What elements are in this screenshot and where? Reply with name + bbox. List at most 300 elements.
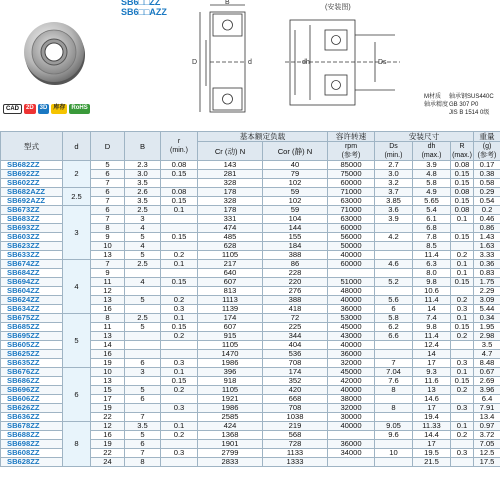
part-code[interactable]: SB678ZZ [1,422,63,431]
series-code: SB6□□AZZ [121,7,167,17]
rpm-cell: 60000 [328,179,375,188]
series-codes [121,0,167,17]
rpm-cell: 38000 [328,395,375,404]
dh-cell: 6.8 [413,224,451,233]
dh-cell: 14.6 [413,395,451,404]
R-max-cell: 0.08 [451,188,474,197]
width-B-cell: 4 [125,242,161,251]
r-min-cell: 0.3 [161,449,198,458]
cor-cell: 79 [263,170,328,179]
outer-D-cell: 7 [91,260,125,269]
cr-cell: 628 [198,242,263,251]
rpm-cell: 36000 [328,350,375,359]
part-code[interactable]: SB606ZZ [1,395,63,404]
cor-cell: 102 [263,179,328,188]
weight-cell: 2.29 [474,287,500,296]
rpm-cell: 42000 [328,377,375,386]
outer-D-cell: 13 [91,377,125,386]
part-code[interactable]: SB683ZZ [1,215,63,224]
R-max-cell: 0.2 [451,296,474,305]
cor-cell: 155 [263,233,328,242]
width-B-cell [125,332,161,341]
cor-cell: 668 [263,395,328,404]
part-code[interactable]: SB694ZZ [1,278,63,287]
r-min-cell: 0.3 [161,305,198,314]
R-max-cell: 0.2 [451,431,474,440]
rpm-cell: 50000 [328,242,375,251]
outer-D-cell: 7 [91,197,125,206]
rpm-cell: 40000 [328,341,375,350]
ds-cell: 4.6 [375,260,413,269]
part-code[interactable]: SB635ZZ [1,359,63,368]
outer-D-cell: 6 [91,188,125,197]
rpm-cell: 75000 [328,170,375,179]
width-B-cell: 7 [125,449,161,458]
R-max-cell: 0.15 [451,179,474,188]
dh-cell: 14 [413,350,451,359]
ds-cell: 6.6 [375,332,413,341]
part-code[interactable]: SB624ZZ [1,296,63,305]
r-min-cell: 0.3 [161,404,198,413]
ds-cell: 4.2 [375,233,413,242]
r-min-cell [161,395,198,404]
weight-cell: 0.54 [474,197,500,206]
weight-cell: 0.29 [474,188,500,197]
width-B-cell: 5 [125,386,161,395]
ds-cell: 2.7 [375,161,413,170]
cor-cell: 420 [263,386,328,395]
cr-cell: 915 [198,332,263,341]
cor-cell: 174 [263,368,328,377]
cr-cell: 2799 [198,449,263,458]
dh-cell: 11.4 [413,251,451,260]
rpm-cell: 36000 [328,440,375,449]
part-code[interactable]: SB682AZZ [1,188,63,197]
R-max-cell: 0.15 [451,278,474,287]
dh-cell: 11.4 [413,296,451,305]
R-max-cell [451,458,474,467]
cor-cell: 104 [263,215,328,224]
rpm-cell: 32000 [328,359,375,368]
ds-cell: 3.0 [375,170,413,179]
width-B-cell: 6 [125,395,161,404]
part-code[interactable]: SB686ZZ [1,377,63,386]
rpm-cell: 40000 [328,422,375,431]
cor-cell: 568 [263,431,328,440]
ds-cell [375,413,413,422]
part-code[interactable]: SB636ZZ [1,413,63,422]
part-code[interactable]: SB693ZZ [1,224,63,233]
table-row [1,188,500,197]
table-row [1,314,500,323]
width-B-cell: 3.5 [125,179,161,188]
R-max-cell: 0.1 [451,215,474,224]
r-min-cell [161,242,198,251]
cad-badge[interactable]: CAD [3,104,22,114]
spec-table-body [1,161,500,467]
part-code[interactable]: SB625ZZ [1,350,63,359]
part-code[interactable]: SB675ZZ [1,314,63,323]
outer-D-cell: 6 [91,170,125,179]
cr-cell: 813 [198,287,263,296]
width-B-cell: 3.5 [125,422,161,431]
ds-cell [375,458,413,467]
width-B-cell: 3.5 [125,197,161,206]
cr-cell: 396 [198,368,263,377]
part-code[interactable]: SB698ZZ [1,440,63,449]
rpm-cell: 63000 [328,197,375,206]
cor-cell: 59 [263,188,328,197]
cr-cell: 143 [198,161,263,170]
cr-cell: 1105 [198,251,263,260]
ds-cell: 3.85 [375,197,413,206]
rpm-cell: 30000 [328,413,375,422]
table-row [1,422,500,431]
table-row [1,368,500,377]
dh-cell: 11.6 [413,377,451,386]
ds-cell: 5.8 [375,314,413,323]
r-min-cell: 0.2 [161,251,198,260]
weight-cell: 0.86 [474,224,500,233]
ds-cell [375,242,413,251]
part-code[interactable]: SB692ZZ [1,170,63,179]
outer-D-cell: 5 [91,161,125,170]
dh-cell: 12.4 [413,341,451,350]
part-code[interactable]: SB696ZZ [1,386,63,395]
weight-cell: 12.5 [474,449,500,458]
material-row: 轴承精度 GB 307 P0 [424,102,479,108]
ds-cell [375,251,413,260]
ds-cell: 6.2 [375,323,413,332]
cor-cell: 40 [263,161,328,170]
r-min-cell [161,287,198,296]
bore-d-cell: 3 [63,206,91,260]
outer-D-cell: 12 [91,287,125,296]
part-code[interactable]: SB633ZZ [1,251,63,260]
dh-cell: 9.8 [413,323,451,332]
col-header-rpm: rpm (参考) [328,142,375,161]
rpm-cell: 56000 [328,233,375,242]
outer-D-cell: 22 [91,413,125,422]
part-code[interactable]: SB608ZZ [1,449,63,458]
outer-D-cell: 16 [91,305,125,314]
dh-cell: 6.1 [413,215,451,224]
3d-badge[interactable]: 3D [38,104,50,114]
ds-cell: 5.6 [375,296,413,305]
part-code[interactable]: SB634ZZ [1,305,63,314]
col-header-dh: dh (max.) [413,142,451,161]
R-max-cell [451,341,474,350]
series-code: SB6□□ZZ [121,0,161,7]
svg-text:Ds: Ds [378,59,387,66]
outer-D-cell: 7 [91,215,125,224]
weight-cell: 3.5 [474,341,500,350]
ds-cell: 8 [375,386,413,395]
outer-D-cell: 17 [91,395,125,404]
col-header-type: 型式 [1,132,63,161]
outer-D-cell: 11 [91,278,125,287]
weight-cell: 0.46 [474,215,500,224]
part-code[interactable]: SB673ZZ [1,206,63,215]
material-row: JIS B 1514 0级 [449,110,490,116]
R-max-cell: 0.3 [451,305,474,314]
R-max-cell [451,395,474,404]
dh-cell: 7.4 [413,314,451,323]
r-min-cell [161,440,198,449]
r-min-cell: 0.08 [161,161,198,170]
ds-cell: 5.2 [375,278,413,287]
R-max-cell [451,350,474,359]
weight-cell: 3.96 [474,386,500,395]
svg-text:D: D [192,59,198,66]
ds-cell [375,350,413,359]
width-B-cell: 2.5 [125,206,161,215]
ds-cell [375,224,413,233]
ds-cell [375,440,413,449]
width-B-cell [125,269,161,278]
width-B-cell: 7 [125,413,161,422]
width-B-cell [125,287,161,296]
dh-cell: 14 [413,305,451,314]
dh-cell: 4.8 [413,170,451,179]
rpm-cell [328,269,375,278]
dh-cell: 7.8 [413,233,451,242]
R-max-cell: 0.08 [451,161,474,170]
col-header-d: d [63,132,91,161]
rpm-cell: 53000 [328,314,375,323]
width-B-cell [125,341,161,350]
cr-cell: 640 [198,269,263,278]
R-max-cell: 0.2 [451,251,474,260]
R-max-cell: 0.3 [451,359,474,368]
ds-cell: 9.6 [375,431,413,440]
weight-cell: 0.17 [474,161,500,170]
cr-cell: 1921 [198,395,263,404]
col-header-ds: Ds (min.) [375,142,413,161]
width-B-cell: 2.5 [125,260,161,269]
ds-cell: 3.6 [375,206,413,215]
col-header-weight: 重量 [474,132,500,142]
R-max-cell: 0.15 [451,377,474,386]
weight-cell: 2.69 [474,377,500,386]
cor-cell: 144 [263,224,328,233]
dh-cell: 14.4 [413,431,451,440]
width-B-cell: 2.3 [125,161,161,170]
width-B-cell: 2.6 [125,188,161,197]
R-max-cell: 0.1 [451,368,474,377]
outer-D-cell: 15 [91,386,125,395]
ds-cell: 7.6 [375,377,413,386]
rohs-badge: RoHS [69,104,89,114]
outer-D-cell: 22 [91,449,125,458]
R-max-cell: 0.2 [451,386,474,395]
weight-cell: 3.09 [474,296,500,305]
r-min-cell [161,458,198,467]
weight-cell: 0.36 [474,260,500,269]
dh-cell: 13 [413,386,451,395]
weight-cell: 7.91 [474,404,500,413]
weight-cell: 1.95 [474,323,500,332]
part-code[interactable]: SB603ZZ [1,233,63,242]
dh-cell: 3.9 [413,161,451,170]
col-header-load: 基本额定负载 [198,132,328,142]
width-B-cell [125,377,161,386]
material-row: M材质 轴承钢SUS440C [424,94,494,100]
weight-cell: 2.98 [474,332,500,341]
dh-cell: 8.5 [413,242,451,251]
dh-cell: 5.4 [413,206,451,215]
cor-cell: 102 [263,197,328,206]
svg-text:d: d [248,59,252,66]
r-min-cell [161,350,198,359]
dh-cell: 5.8 [413,179,451,188]
rpm-cell: 45000 [328,323,375,332]
ds-cell: 6 [375,305,413,314]
rpm-cell: 63000 [328,215,375,224]
width-B-cell [125,350,161,359]
part-code[interactable]: SB604ZZ [1,287,63,296]
rpm-cell [328,431,375,440]
cr-cell: 1368 [198,431,263,440]
cor-cell: 344 [263,332,328,341]
outer-D-cell: 12 [91,422,125,431]
part-code[interactable]: SB692AZZ [1,197,63,206]
cor-cell: 1333 [263,458,328,467]
r-min-cell: 0.15 [161,377,198,386]
cor-cell: 708 [263,404,328,413]
table-row [1,260,500,269]
cr-cell: 2585 [198,413,263,422]
outer-D-cell: 8 [91,224,125,233]
outer-D-cell: 7 [91,179,125,188]
rpm-cell: 51000 [328,278,375,287]
cor-cell: 219 [263,422,328,431]
part-code[interactable]: SB682ZZ [1,161,63,170]
r-min-cell [161,179,198,188]
outer-D-cell: 13 [91,251,125,260]
rpm-cell: 60000 [328,260,375,269]
dh-cell: 9.3 [413,368,451,377]
rpm-cell: 32000 [328,404,375,413]
cor-cell: 1038 [263,413,328,422]
col-header-R: R (max.) [452,143,472,159]
ds-cell: 3.2 [375,179,413,188]
rpm-cell: 34000 [328,449,375,458]
width-B-cell [125,404,161,413]
width-B-cell: 3 [125,368,161,377]
material-info [424,93,494,117]
header-area [0,0,500,131]
r-min-cell: 0.2 [161,296,198,305]
r-min-cell: 0.1 [161,206,198,215]
part-code[interactable]: SB695ZZ [1,332,63,341]
width-B-cell: 3.0 [125,170,161,179]
outer-D-cell: 19 [91,359,125,368]
cor-cell: 352 [263,377,328,386]
width-B-cell: 2.5 [125,314,161,323]
part-code[interactable]: SB674ZZ [1,260,63,269]
cor-cell: 728 [263,440,328,449]
r-min-cell: 0.1 [161,314,198,323]
part-code[interactable]: SB628ZZ [1,458,63,467]
r-min-cell: 0.15 [161,233,198,242]
part-code[interactable]: SB684ZZ [1,269,63,278]
part-code[interactable]: SB602ZZ [1,179,63,188]
r-min-cell [161,215,198,224]
rpm-cell: 45000 [328,368,375,377]
cr-cell: 1470 [198,350,263,359]
bore-d-cell: 2 [63,161,91,188]
R-max-cell: 0.15 [451,197,474,206]
weight-cell: 4.7 [474,350,500,359]
ds-cell: 7.04 [375,368,413,377]
dh-cell: 17 [413,359,451,368]
r-min-cell: 0.2 [161,332,198,341]
dh-cell: 17 [413,404,451,413]
dh-cell: 17 [413,440,451,449]
width-B-cell [125,305,161,314]
part-code[interactable]: SB605ZZ [1,341,63,350]
rpm-cell: 85000 [328,161,375,170]
r-min-cell: 0.1 [161,260,198,269]
install-drawing-label: (安装图) [325,4,351,11]
bore-d-cell: 4 [63,260,91,314]
badge-row [3,104,90,114]
cor-cell: 72 [263,314,328,323]
ds-cell [375,395,413,404]
cor-cell: 418 [263,305,328,314]
cor-cell: 1133 [263,449,328,458]
cor-cell: 536 [263,350,328,359]
width-B-cell: 5 [125,323,161,332]
r-min-cell: 0.1 [161,368,198,377]
col-header-cr: Cr (动) N [198,142,263,161]
part-code[interactable]: SB623ZZ [1,242,63,251]
cr-cell: 281 [198,170,263,179]
ds-cell [375,341,413,350]
weight-cell: 1.43 [474,233,500,242]
svg-text:dh: dh [302,59,310,66]
R-max-cell: 0.1 [451,269,474,278]
cr-cell: 474 [198,224,263,233]
cr-cell: 178 [198,188,263,197]
part-code[interactable]: SB676ZZ [1,368,63,377]
dh-cell: 5.65 [413,197,451,206]
dh-cell: 9.8 [413,278,451,287]
part-code[interactable]: SB685ZZ [1,323,63,332]
2d-badge[interactable]: 2D [24,104,36,114]
outer-D-cell: 6 [91,206,125,215]
rpm-cell: 43000 [328,332,375,341]
outer-D-cell: 16 [91,431,125,440]
cr-cell: 217 [198,260,263,269]
cor-cell: 220 [263,278,328,287]
r-min-cell [161,224,198,233]
dh-cell: 19.5 [413,449,451,458]
cor-cell: 225 [263,323,328,332]
spec-table [0,131,500,467]
col-header-D: D [91,132,125,161]
cr-cell: 1113 [198,296,263,305]
r-min-cell: 0.2 [161,431,198,440]
part-code[interactable]: SB688ZZ [1,431,63,440]
width-B-cell: 5 [125,251,161,260]
part-code[interactable]: SB626ZZ [1,404,63,413]
r-min-cell: 0.2 [161,386,198,395]
weight-cell: 1.63 [474,242,500,251]
col-header-B: B [125,132,161,161]
rpm-cell: 48000 [328,287,375,296]
